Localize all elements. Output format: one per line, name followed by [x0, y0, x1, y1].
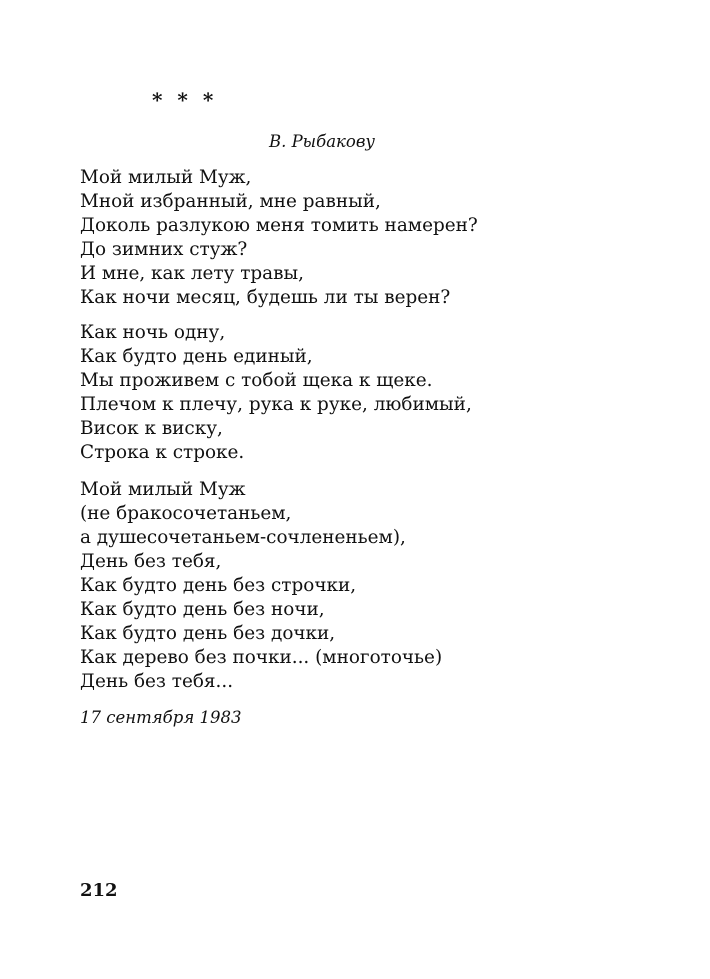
- poem-line: Как дерево без почки... (многоточье): [80, 647, 443, 668]
- page-number: 212: [80, 880, 118, 901]
- poem-line: Как будто день без дочки,: [80, 623, 336, 644]
- poem-line: Мной избранный, мне равный,: [80, 191, 381, 212]
- poem-line: Плечом к плечу, рука к руке, любимый,: [80, 394, 472, 415]
- poem-line: Как будто день без строчки,: [80, 575, 357, 596]
- poem-line: Строка к строке.: [80, 442, 245, 463]
- poem-line: (не бракосочетаньем,: [80, 503, 292, 524]
- poem-line: До зимних стуж?: [80, 239, 248, 260]
- poem-line: а душесочетаньем-сочлененьем),: [80, 527, 406, 548]
- poem-line: Мой милый Муж,: [80, 167, 252, 188]
- poem-line: Как будто день без ночи,: [80, 599, 325, 620]
- stanza-3: [80, 478, 442, 694]
- poem-date: 17 сентября 1983: [80, 708, 242, 727]
- poem-line: Висок к виску,: [80, 418, 223, 439]
- poem-line: Мой милый Муж: [80, 479, 246, 500]
- poem-line: Доколь разлукою меня томить намерен?: [80, 215, 478, 236]
- poem-line: День без тебя,: [80, 551, 222, 572]
- poem-line: Как ночи месяц, будешь ли ты верен?: [80, 287, 451, 308]
- section-asterisks: * * *: [152, 88, 218, 112]
- poem-line: И мне, как лету травы,: [80, 263, 304, 284]
- poem-line: День без тебя...: [80, 671, 234, 692]
- poem-line: Как ночь одну,: [80, 322, 226, 343]
- stanza-1: [80, 166, 478, 310]
- stanza-2: [80, 321, 472, 465]
- dedication: В. Рыбакову: [268, 132, 375, 151]
- poem-line: Как будто день единый,: [80, 346, 313, 367]
- poem-line: Мы проживем с тобой щека к щеке.: [80, 370, 433, 391]
